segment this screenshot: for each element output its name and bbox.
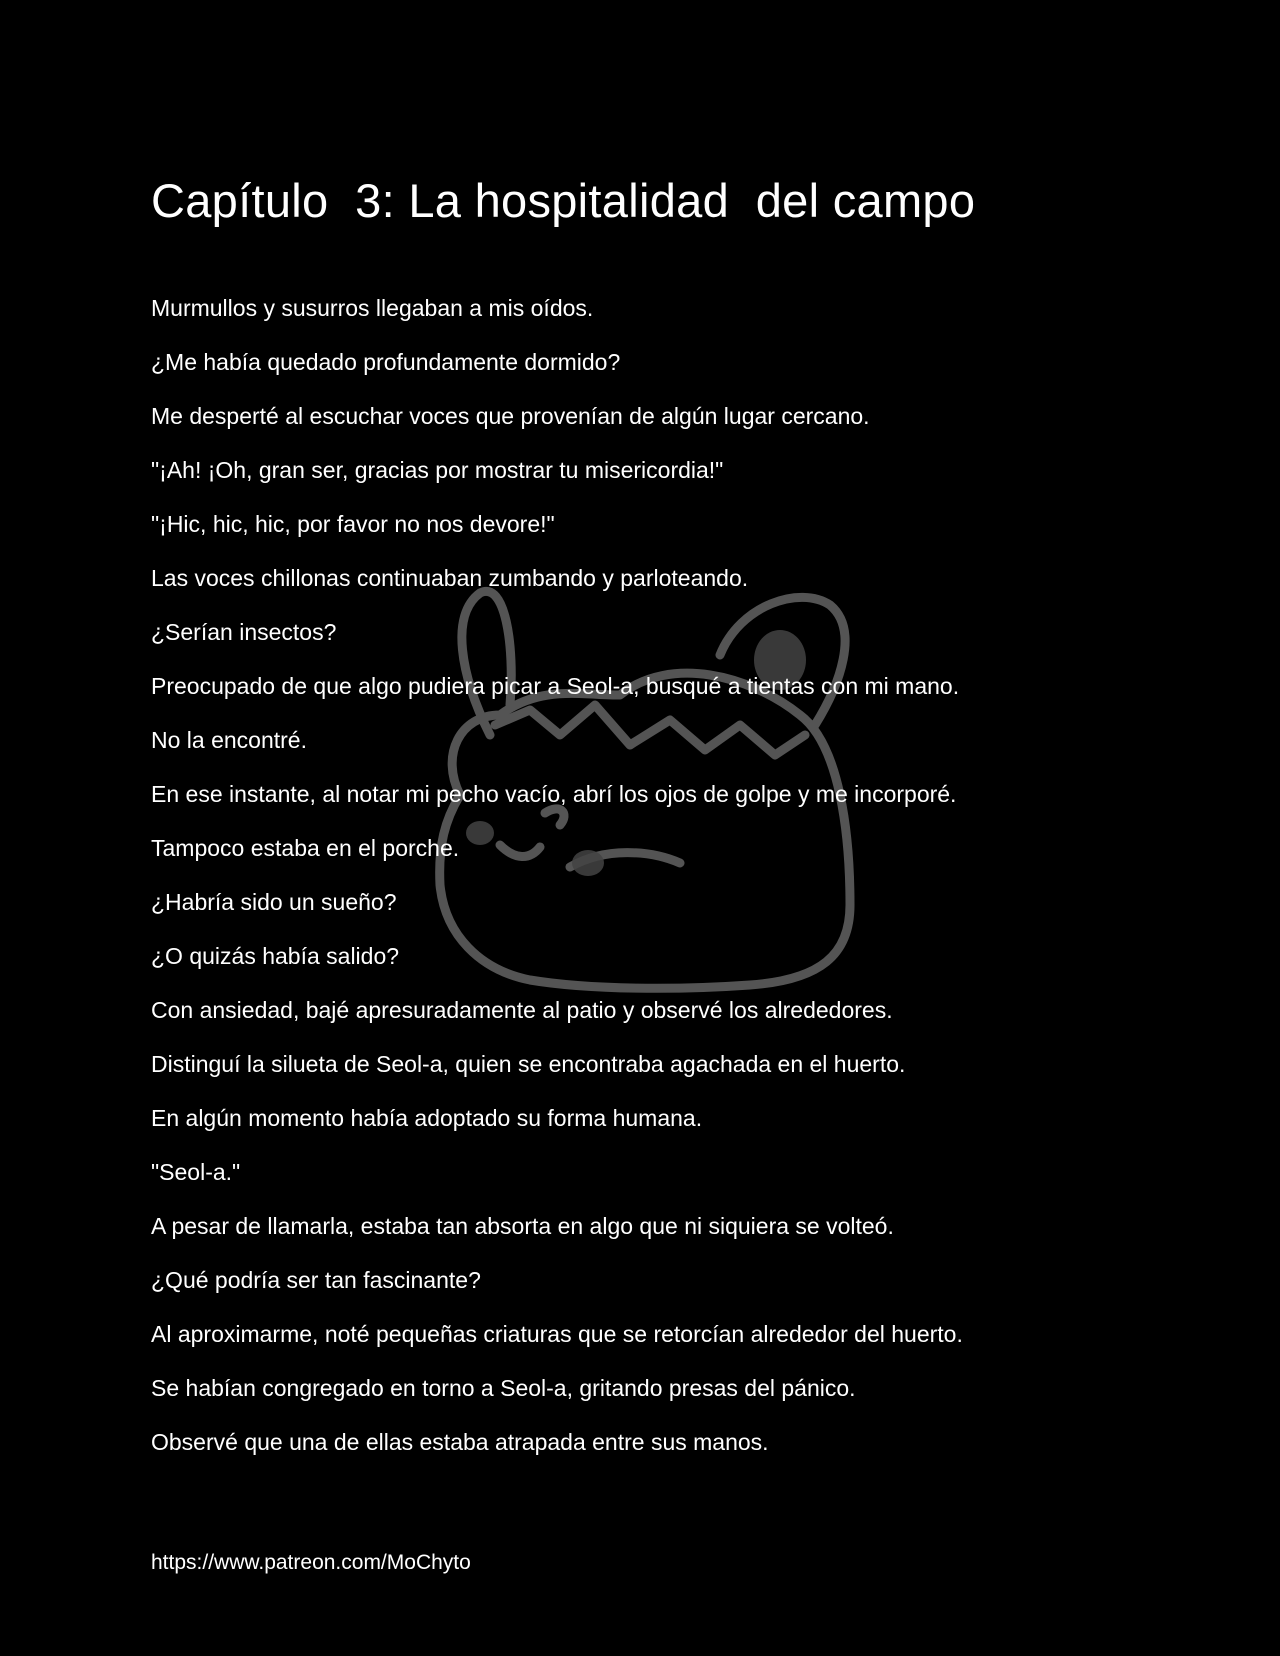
paragraph: Las voces chillonas continuaban zumbando y parloteando. bbox=[151, 565, 749, 591]
paragraph: Distinguí la silueta de Seol-a, quien se encontraba agachada en el huerto. bbox=[151, 1051, 906, 1077]
chapter-title: Capítulo 3: La hospitalidad del campo bbox=[151, 174, 976, 227]
paragraph: Al aproximarme, noté pequeñas criaturas que se retorcían alrededor del huerto. bbox=[151, 1321, 963, 1347]
paragraph: ¿O quizás había salido? bbox=[151, 943, 400, 969]
paragraph: En ese instante, al notar mi pecho vacío, abrí los ojos de golpe y me incorporé. bbox=[151, 781, 957, 807]
paragraph: Murmullos y susurros llegaban a mis oídos. bbox=[151, 295, 594, 321]
paragraph: "Seol-a." bbox=[151, 1159, 241, 1185]
paragraph: Se habían congregado en torno a Seol-a, gritando presas del pánico. bbox=[151, 1375, 856, 1401]
paragraph: Con ansiedad, bajé apresuradamente al patio y observé los alrededores. bbox=[151, 997, 893, 1023]
paragraph: ¿Serían insectos? bbox=[151, 619, 337, 645]
paragraph: Me desperté al escuchar voces que provenían de algún lugar cercano. bbox=[151, 403, 870, 429]
paragraph: ¿Qué podría ser tan fascinante? bbox=[151, 1267, 481, 1293]
paragraph: ¿Me había quedado profundamente dormido? bbox=[151, 349, 621, 375]
paragraph: En algún momento había adoptado su forma humana. bbox=[151, 1105, 703, 1131]
paragraph: "¡Ah! ¡Oh, gran ser, gracias por mostrar tu misericordia!" bbox=[151, 457, 724, 483]
paragraph: Tampoco estaba en el porche. bbox=[151, 835, 460, 861]
paragraph: No la encontré. bbox=[151, 727, 307, 753]
paragraph: Observé que una de ellas estaba atrapada entre sus manos. bbox=[151, 1429, 769, 1455]
paragraph: Preocupado de que algo pudiera picar a Seol-a, busqué a tientas con mi mano. bbox=[151, 673, 960, 699]
patreon-link[interactable]: https://www.patreon.com/MoChyto bbox=[151, 1551, 471, 1574]
paragraph: ¿Habría sido un sueño? bbox=[151, 889, 397, 915]
chapter-text bbox=[151, 290, 1151, 1478]
paragraph: A pesar de llamarla, estaba tan absorta en algo que ni siquiera se volteó. bbox=[151, 1213, 894, 1239]
paragraph: "¡Hic, hic, hic, por favor no nos devore!" bbox=[151, 511, 555, 537]
